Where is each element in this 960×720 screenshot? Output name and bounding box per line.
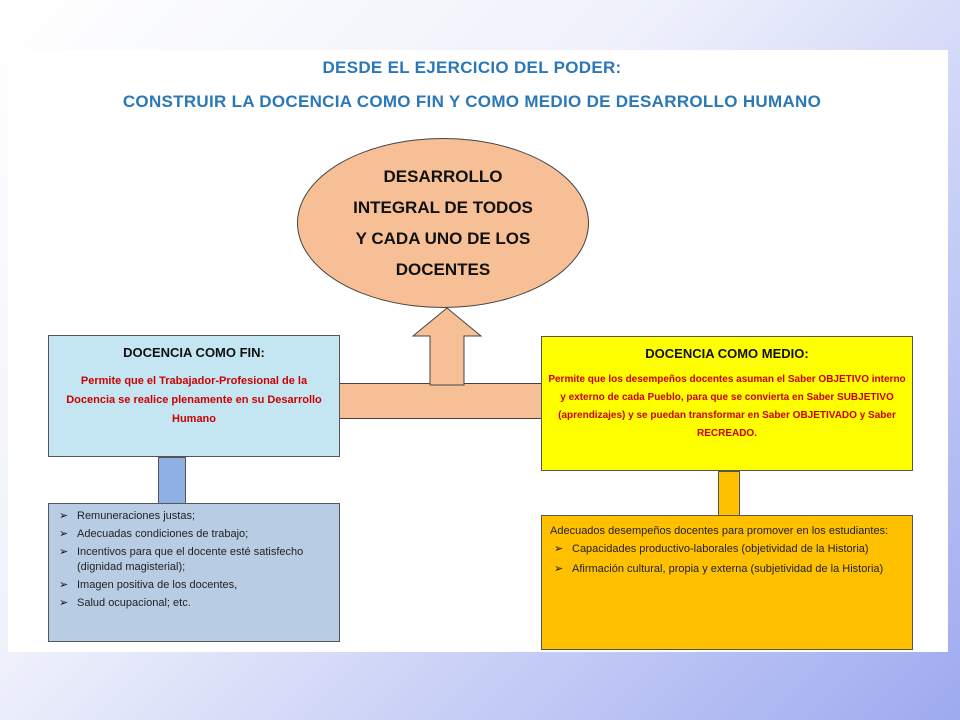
docencia-fin-box: [48, 335, 340, 457]
list-item: [55, 527, 333, 542]
list-item: [55, 509, 333, 524]
arrow-bullet-icon: ➢: [59, 510, 69, 522]
title-line-2: CONSTRUIR LA DOCENCIA COMO FIN Y COMO MEDIO DE DESARROLLO HUMANO: [122, 92, 822, 111]
list-item-text: Incentivos para que el docente esté satisfecho (dignidad magisterial);: [77, 546, 304, 573]
list-item-text: Afirmación cultural, propia y externa (subjetividad de la Historia): [572, 563, 884, 575]
left-stem-connector: [158, 457, 186, 504]
list-item: [55, 545, 333, 575]
fin-list-box: [48, 503, 340, 642]
center-ellipse: [297, 138, 589, 308]
arrow-bullet-icon: ➢: [554, 543, 564, 555]
fin-heading: DOCENCIA COMO FIN:: [123, 345, 265, 360]
center-line-3: Y CADA UNO DE LOS: [355, 229, 531, 248]
arrow-bullet-icon: ➢: [554, 563, 564, 575]
right-stem-connector: [718, 471, 740, 516]
list-item-text: Salud ocupacional; etc.: [77, 597, 191, 609]
list-item-text: Capacidades productivo-laborales (objetividad de la Historia): [572, 543, 869, 555]
list-item: [550, 541, 904, 558]
medio-heading: DOCENCIA COMO MEDIO:: [645, 346, 809, 361]
arrow-bullet-icon: ➢: [59, 597, 69, 609]
arrow-bullet-icon: ➢: [59, 546, 69, 558]
up-arrow-icon: [411, 306, 483, 386]
title-line-1: DESDE EL EJERCICIO DEL PODER:: [322, 58, 622, 77]
list-item-text: Imagen positiva de los docentes,: [77, 579, 238, 591]
list-item-text: Remuneraciones justas;: [77, 510, 196, 522]
list-item-text: Adecuadas condiciones de trabajo;: [77, 528, 249, 540]
fin-body: Permite que el Trabajador-Profesional de la Docencia se realice plenamente en su Desarrollo Humano: [66, 375, 322, 425]
center-line-1: DESARROLLO: [383, 167, 503, 186]
list-item: [550, 561, 904, 578]
horizontal-connector: [339, 383, 542, 419]
list-item: [55, 578, 333, 593]
medio-body: Permite que los desempeños docentes asuman el Saber OBJETIVO interno y externo de cada Pueblo, para que se convierta en Saber SUBJETIVO (aprendizajes) y se puedan transformar en Saber OBJETIVADO y Saber RECREADO.: [548, 374, 906, 439]
arrow-bullet-icon: ➢: [59, 579, 69, 591]
center-line-4: DOCENTES: [395, 260, 491, 279]
medio-list-box: [541, 515, 913, 650]
list-item: [55, 596, 333, 611]
arrow-bullet-icon: ➢: [59, 528, 69, 540]
docencia-medio-box: [541, 336, 913, 471]
medio-list-intro: Adecuados desempeños docentes para promover en los estudiantes:: [550, 525, 889, 537]
center-line-2: INTEGRAL DE TODOS: [353, 198, 533, 217]
